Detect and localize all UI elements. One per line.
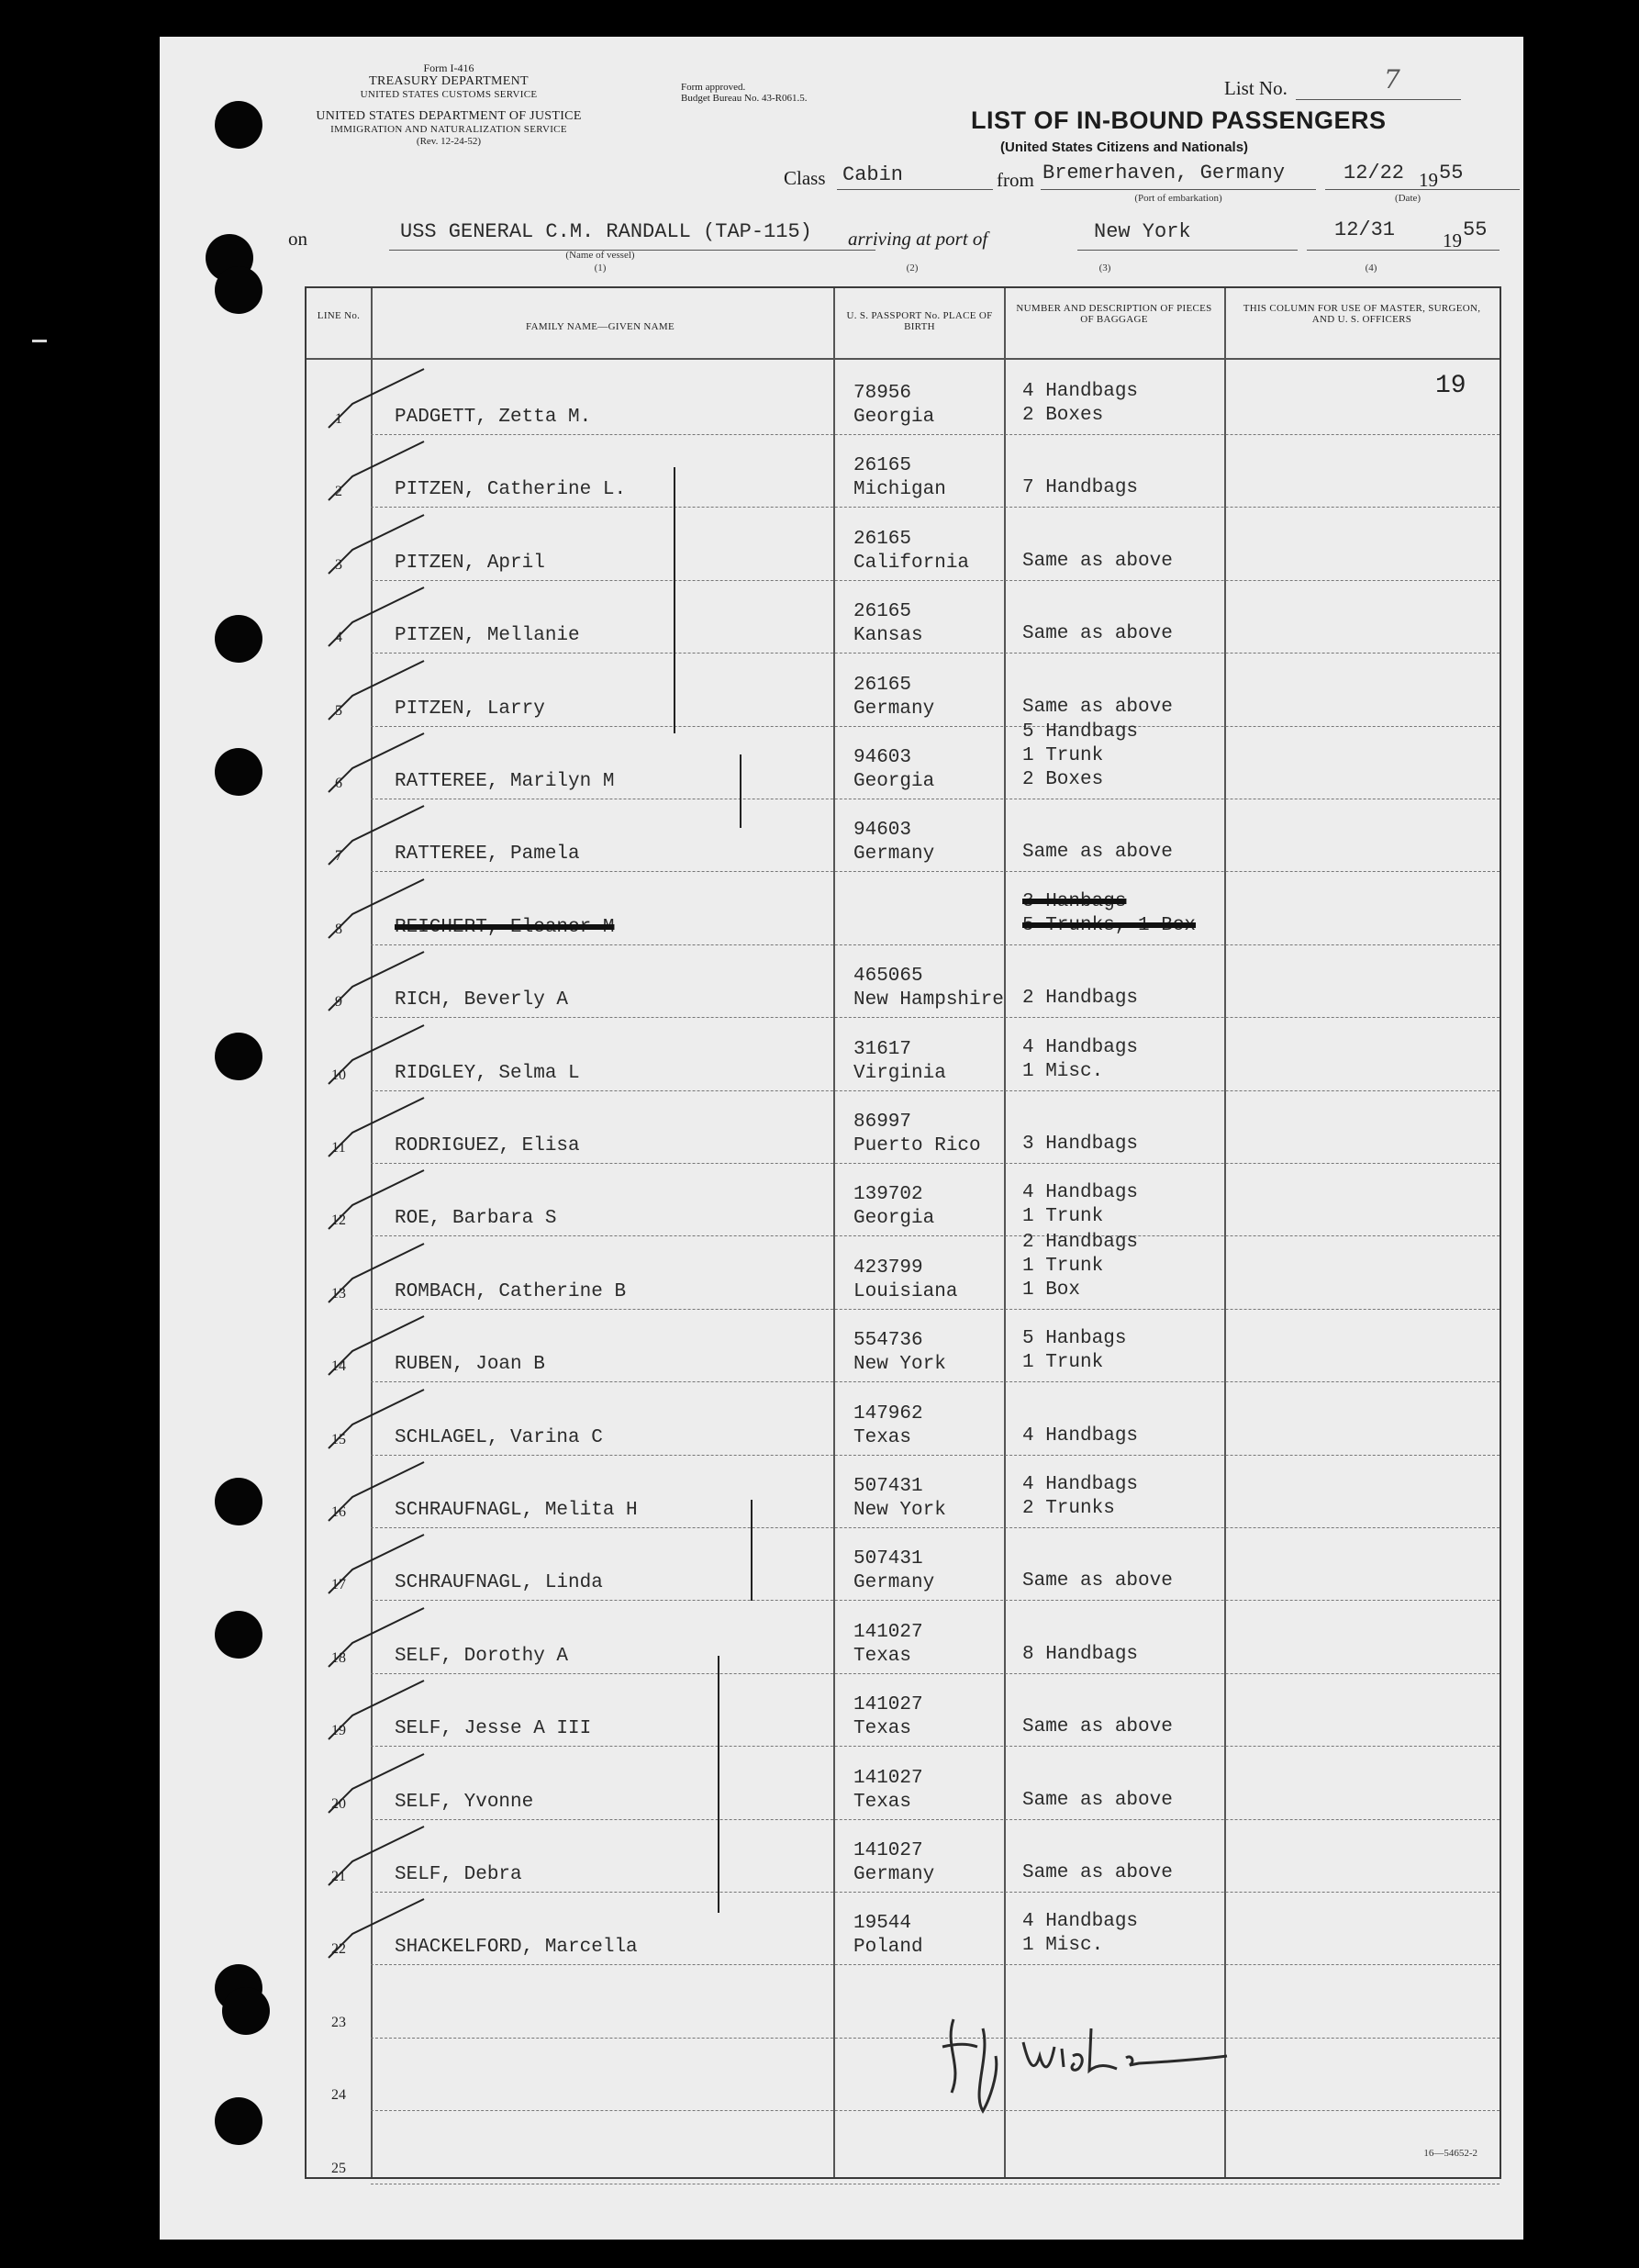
table-row — [307, 1819, 1500, 1893]
binder-hole — [215, 2097, 262, 2145]
check-mark-icon — [325, 1023, 426, 1088]
baggage-item: 2 Boxes — [1022, 405, 1104, 426]
family-bracket — [751, 1500, 753, 1601]
line-number: 10 — [331, 1067, 346, 1083]
place-of-birth: Louisiana — [853, 1280, 958, 1302]
table-row — [307, 1965, 1500, 2039]
table-row — [307, 1382, 1500, 1456]
line-number: 11 — [331, 1140, 346, 1156]
baggage-item: 1 Trunk — [1022, 1206, 1104, 1228]
passenger-name: PITZEN, April — [395, 552, 545, 574]
table-row — [307, 1018, 1500, 1091]
line-number: 18 — [331, 1649, 346, 1666]
check-mark-icon — [325, 877, 426, 942]
baggage-item: 5 Hanbags — [1022, 1328, 1127, 1350]
passenger-name: PITZEN, Catherine L. — [395, 479, 627, 501]
arrival-port: New York — [1094, 220, 1191, 243]
table-row — [307, 1747, 1500, 1820]
check-mark-icon — [325, 1533, 426, 1597]
caption-3: (3) — [1098, 263, 1111, 274]
embark-year-prefix: 19 — [1419, 169, 1438, 191]
passenger-name: PITZEN, Larry — [395, 698, 545, 720]
line-number: 12 — [331, 1212, 346, 1229]
line-number: 9 — [335, 994, 342, 1011]
check-mark-icon — [325, 586, 426, 650]
passenger-name: SCHLAGEL, Varina C — [395, 1426, 603, 1448]
place-of-birth: New York — [853, 1354, 946, 1376]
baggage-item: 3 Handbags — [1022, 1134, 1139, 1155]
baggage — [1022, 1910, 1138, 1958]
baggage — [1022, 1036, 1138, 1084]
table-row — [307, 1527, 1500, 1601]
passenger-name: RATTEREE, Pamela — [395, 844, 580, 866]
line-number: 2 — [335, 484, 342, 500]
baggage — [1022, 550, 1173, 574]
arrival-year: 55 — [1463, 218, 1488, 241]
list-label: List No. — [1224, 77, 1288, 99]
baggage — [1022, 380, 1138, 428]
place-of-birth: Germany — [853, 698, 935, 720]
check-mark-icon — [325, 1388, 426, 1452]
place-of-birth: Virginia — [853, 1062, 946, 1084]
baggage-item: Same as above — [1022, 1716, 1173, 1738]
passenger-name: ROMBACH, Catherine B — [395, 1280, 627, 1302]
baggage-item: 2 Handbags — [1022, 988, 1139, 1010]
passport-number: 465065 — [853, 966, 923, 988]
passenger-name: RICH, Beverly A — [395, 989, 569, 1011]
passport-number: 423799 — [853, 1257, 923, 1279]
baggage — [1022, 1181, 1138, 1229]
revision: (Rev. 12-24-52) — [416, 136, 482, 147]
place-of-birth: Georgia — [853, 1208, 935, 1230]
baggage-item: 4 Handbags — [1022, 1424, 1139, 1447]
check-mark-icon — [325, 1096, 426, 1160]
table-row — [307, 1892, 1500, 1965]
baggage-item: 3 Hanbags — [1022, 890, 1127, 912]
baggage-item: 4 Handbags — [1022, 381, 1139, 402]
baggage-item: Same as above — [1022, 696, 1173, 718]
baggage-item: 4 Handbags — [1022, 1911, 1139, 1933]
baggage-item: Same as above — [1022, 623, 1173, 645]
table-row — [307, 362, 1500, 435]
place-of-birth: Georgia — [853, 407, 935, 428]
table-row — [307, 799, 1500, 872]
place-of-birth: Texas — [853, 1645, 912, 1667]
arriving-label: arriving at port of — [848, 228, 988, 250]
baggage — [1022, 1789, 1173, 1813]
passenger-name: RODRIGUEZ, Elisa — [395, 1135, 580, 1156]
table-row — [307, 721, 1500, 799]
baggage — [1022, 987, 1138, 1011]
passport-number: 26165 — [853, 674, 912, 696]
passport-number: 139702 — [853, 1184, 923, 1206]
line-number: 6 — [335, 776, 342, 791]
col-line: LINE No. — [317, 310, 361, 321]
binder-hole — [222, 1987, 270, 2035]
table-row — [307, 1231, 1500, 1310]
line-number: 21 — [331, 1869, 346, 1884]
date-caption: (Date) — [1394, 193, 1422, 204]
line-number: 23 — [331, 2014, 346, 2030]
check-mark-icon — [325, 1752, 426, 1816]
place-of-birth: California — [853, 552, 970, 574]
baggage — [1022, 841, 1173, 865]
official-count: 19 — [1435, 372, 1466, 400]
class-label: Class — [784, 167, 826, 189]
place-of-birth: Georgia — [853, 771, 935, 792]
vessel-caption: (Name of vessel) — [565, 250, 635, 261]
caption-1: (1) — [594, 263, 607, 274]
place-of-birth: Texas — [853, 1426, 912, 1448]
col-name: FAMILY NAME—GIVEN NAME — [526, 321, 675, 332]
embarkation-date: 12/22 — [1344, 162, 1405, 184]
baggage — [1022, 1643, 1138, 1667]
line-number: 13 — [331, 1285, 346, 1302]
passport-number: 554736 — [853, 1330, 923, 1352]
baggage-item: Same as above — [1022, 1862, 1173, 1883]
table-row — [307, 1163, 1500, 1236]
line-number: 17 — [331, 1577, 346, 1593]
table-row — [307, 2111, 1500, 2184]
from-label: from — [997, 169, 1034, 191]
check-mark-icon — [325, 1897, 426, 1961]
passenger-name: SHACKELFORD, Marcella — [395, 1937, 638, 1959]
binder-hole — [215, 101, 262, 149]
binder-hole — [215, 1033, 262, 1080]
passenger-table — [305, 286, 1501, 2179]
passport-number: 78956 — [853, 383, 912, 404]
department: TREASURY DEPARTMENT — [369, 74, 529, 88]
place-of-birth: Kansas — [853, 625, 923, 647]
line-number: 24 — [331, 2087, 346, 2104]
check-mark-icon — [325, 1242, 426, 1306]
passenger-list-page — [160, 37, 1523, 2240]
embark-caption: (Port of embarkation) — [1134, 193, 1222, 204]
place-of-birth: New York — [853, 1500, 946, 1521]
place-of-birth: Texas — [853, 1791, 912, 1813]
passenger-name: RIDGLEY, Selma L — [395, 1062, 580, 1084]
check-mark-icon — [325, 732, 426, 796]
passport-number: 141027 — [853, 1694, 923, 1716]
line-number: 20 — [331, 1795, 346, 1812]
passenger-name: RUBEN, Joan B — [395, 1354, 545, 1376]
passport-number: 507431 — [853, 1476, 923, 1497]
baggage-item: 4 Handbags — [1022, 1036, 1139, 1058]
table-row — [307, 580, 1500, 654]
table-row — [307, 1455, 1500, 1528]
table-row — [307, 1673, 1500, 1747]
caption-4: (4) — [1365, 263, 1377, 274]
passport-number: 19544 — [853, 1913, 912, 1935]
table-row — [307, 1090, 1500, 1164]
list-number: 7 — [1384, 64, 1400, 95]
place-of-birth: Texas — [853, 1718, 912, 1740]
arrival-date: 12/31 — [1334, 218, 1396, 241]
baggage-item: 2 Boxes — [1022, 769, 1104, 790]
line-number: 4 — [335, 630, 342, 646]
baggage — [1022, 1570, 1173, 1593]
baggage-item: 4 Handbags — [1022, 1474, 1139, 1495]
line-number: 19 — [331, 1723, 346, 1739]
baggage-item: 1 Trunk — [1022, 1352, 1104, 1374]
passport-number: 26165 — [853, 601, 912, 623]
baggage-item: Same as above — [1022, 1789, 1173, 1811]
line-number: 3 — [335, 556, 342, 573]
binder-hole — [215, 615, 262, 663]
check-mark-icon — [325, 513, 426, 577]
passenger-name: SELF, Debra — [395, 1864, 522, 1885]
baggage — [1022, 1473, 1138, 1521]
table-row — [307, 508, 1500, 581]
check-mark-icon — [325, 950, 426, 1014]
check-mark-icon — [325, 1460, 426, 1525]
passenger-name: SELF, Jesse A III — [395, 1718, 592, 1740]
baggage-item: 2 Trunks — [1022, 1498, 1115, 1519]
baggage-item: 4 Handbags — [1022, 1182, 1139, 1204]
baggage-item: 8 Handbags — [1022, 1643, 1139, 1665]
baggage — [1022, 1133, 1138, 1156]
baggage — [1022, 1861, 1173, 1885]
passenger-name: PITZEN, Mellanie — [395, 625, 580, 647]
baggage-item: Same as above — [1022, 1570, 1173, 1592]
page-subtitle: (United States Citizens and Nationals) — [1000, 140, 1249, 155]
footer-code: 16—54652-2 — [1423, 2148, 1477, 2159]
baggage — [1022, 696, 1173, 720]
place-of-birth: Michigan — [853, 479, 946, 501]
table-row — [307, 1601, 1500, 1674]
line-number: 1 — [335, 411, 342, 427]
justice-dept: UNITED STATES DEPARTMENT OF JUSTICE — [316, 109, 582, 123]
baggage-item: 1 Box — [1022, 1279, 1081, 1301]
line-number: 8 — [335, 921, 342, 937]
line-number: 15 — [331, 1431, 346, 1447]
caption-2: (2) — [906, 263, 919, 274]
table-row — [307, 872, 1500, 945]
on-label: on — [288, 228, 307, 250]
check-mark-icon — [325, 367, 426, 431]
passenger-name: SELF, Yvonne — [395, 1791, 534, 1813]
check-mark-icon — [325, 1825, 426, 1889]
line-number: 14 — [331, 1358, 346, 1375]
baggage-item: 7 Handbags — [1022, 477, 1139, 499]
place-of-birth: Puerto Rico — [853, 1135, 981, 1156]
family-bracket — [740, 754, 741, 828]
form-number: Form I-416 — [423, 61, 474, 74]
passport-number: 141027 — [853, 1767, 923, 1789]
place-of-birth: Germany — [853, 1864, 935, 1885]
passport-number: 94603 — [853, 747, 912, 768]
embark-year: 55 — [1439, 162, 1464, 184]
baggage-item: 1 Trunk — [1022, 745, 1104, 766]
col-officers: THIS COLUMN FOR USE OF MASTER, SURGEON, AND U. S. OFFICERS — [1243, 303, 1481, 325]
passenger-name: REICHERT, Eleanor M — [395, 916, 615, 938]
arrival-year-prefix: 19 — [1443, 229, 1462, 251]
page-title: LIST OF IN-BOUND PASSENGERS — [971, 106, 1387, 134]
passenger-name: SCHRAUFNAGL, Melita H — [395, 1500, 638, 1521]
baggage-item: 2 Handbags — [1022, 1231, 1139, 1253]
baggage-item: Same as above — [1022, 842, 1173, 864]
embarkation-port: Bremerhaven, Germany — [1042, 162, 1286, 184]
place-of-birth: Poland — [853, 1937, 923, 1959]
passport-number: 141027 — [853, 1840, 923, 1861]
passport-number: 31617 — [853, 1038, 912, 1060]
binder-hole — [215, 1478, 262, 1525]
check-mark-icon — [325, 804, 426, 868]
approval: Form approved. — [681, 82, 746, 93]
baggage — [1022, 890, 1196, 938]
check-mark-icon — [325, 1168, 426, 1233]
check-mark-icon — [325, 659, 426, 723]
passenger-name: ROE, Barbara S — [395, 1208, 557, 1230]
check-mark-icon — [325, 1314, 426, 1379]
baggage-item: Same as above — [1022, 550, 1173, 572]
passport-number: 86997 — [853, 1112, 912, 1133]
family-bracket — [674, 467, 675, 733]
passport-number: 26165 — [853, 455, 912, 477]
line-number: 16 — [331, 1504, 346, 1520]
baggage-item: 1 Trunk — [1022, 1255, 1104, 1277]
class-value: Cabin — [842, 163, 904, 186]
passenger-name: SELF, Dorothy A — [395, 1645, 569, 1667]
passenger-name: SCHRAUFNAGL, Linda — [395, 1572, 603, 1594]
table-row — [307, 434, 1500, 508]
baggage-item: 1 Misc. — [1022, 1935, 1104, 1957]
baggage — [1022, 1231, 1138, 1302]
place-of-birth: New Hampshire — [853, 989, 1004, 1011]
passenger-name: RATTEREE, Marilyn M — [395, 771, 615, 792]
table-row — [307, 654, 1500, 727]
signature — [935, 1992, 1229, 2120]
col-baggage: NUMBER AND DESCRIPTION OF PIECES OF BAGGAGE — [1016, 303, 1212, 325]
line-number: 22 — [331, 1941, 346, 1958]
line-number: 25 — [331, 2160, 346, 2176]
family-bracket — [718, 1656, 719, 1913]
table-row — [307, 2038, 1500, 2111]
baggage — [1022, 622, 1173, 646]
passenger-name: PADGETT, Zetta M. — [395, 407, 592, 428]
passport-number: 94603 — [853, 820, 912, 842]
vessel-name: USS GENERAL C.M. RANDALL (TAP-115) — [400, 220, 812, 243]
check-mark-icon — [325, 1679, 426, 1743]
service: UNITED STATES CUSTOMS SERVICE — [360, 89, 538, 100]
check-mark-icon — [325, 440, 426, 504]
budget: Budget Bureau No. 43-R061.5. — [681, 93, 808, 104]
binder-hole — [215, 266, 262, 314]
passport-number: 141027 — [853, 1621, 923, 1643]
table-row — [307, 944, 1500, 1018]
col-passport: U. S. PASSPORT No. PLACE OF BIRTH — [846, 310, 993, 332]
baggage-item: 1 Misc. — [1022, 1060, 1104, 1082]
line-number: 7 — [335, 848, 342, 865]
passport-number: 147962 — [853, 1402, 923, 1424]
baggage — [1022, 1327, 1126, 1375]
scan-artifact — [32, 340, 47, 342]
baggage-item: 5 Trunks, 1 Box — [1022, 914, 1197, 936]
line-number: 5 — [335, 702, 342, 719]
passport-number: 26165 — [853, 528, 912, 550]
baggage — [1022, 1424, 1138, 1448]
ins: IMMIGRATION AND NATURALIZATION SERVICE — [330, 124, 567, 135]
binder-hole — [215, 748, 262, 796]
table-row — [307, 1309, 1500, 1382]
binder-hole — [215, 1611, 262, 1659]
passport-number: 507431 — [853, 1548, 923, 1570]
place-of-birth: Germany — [853, 844, 935, 866]
place-of-birth: Germany — [853, 1572, 935, 1594]
check-mark-icon — [325, 1606, 426, 1670]
baggage — [1022, 476, 1138, 500]
baggage — [1022, 721, 1138, 792]
baggage-item: 5 Handbags — [1022, 721, 1139, 743]
baggage — [1022, 1715, 1173, 1739]
